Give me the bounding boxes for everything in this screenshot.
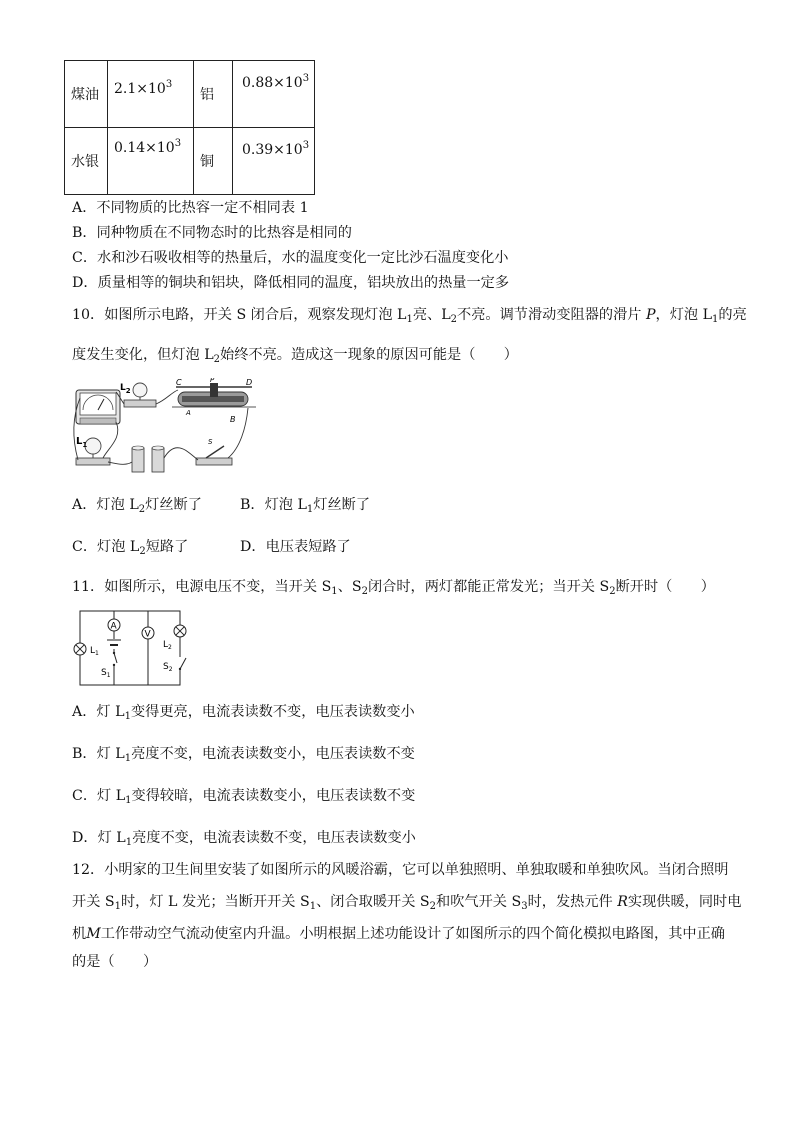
figure-label: A [110, 621, 117, 632]
figure-label: $L_1$ [76, 436, 88, 449]
figure-label: B [230, 415, 236, 424]
table-row [65, 128, 315, 195]
table-cell: $0.14\times 10^3$ [108, 128, 194, 195]
q10-option-d[interactable]: D．电压表短路了 [240, 539, 351, 555]
table-cell: $0.39\times 10^3$ [233, 128, 315, 195]
figure-label: $L_1$ [90, 646, 99, 657]
q11-option-a[interactable]: A．灯 $L_1$变得更亮，电流表读数不变，电压表读数变小 [72, 704, 415, 722]
table-cell: $2.1\times 10^3$ [108, 61, 194, 128]
q9-option-d[interactable]: D．质量相等的铜块和铝块，降低相同的温度，铝块放出的热量一定多 [72, 275, 510, 291]
q12-stem-line2: 开关 $S_1$时，灯 L 发光；当断开开关 $S_1$、闭合取暖开关 $S_2$和吹气开关 $S_3$时，发热元件 R实现供暖，同时电 [72, 894, 742, 912]
figure-label: $S_2$ [163, 662, 173, 673]
table-cell: 煤油 [65, 61, 108, 128]
q12-stem-line1: 12．小明家的卫生间里安装了如图所示的风暖浴霸，它可以单独照明、单独取暖和单独吹风。当闭合照明 [72, 862, 729, 878]
q10-option-a[interactable]: A．灯泡 $L_2$灯丝断了 [72, 497, 202, 515]
table-row [65, 61, 315, 128]
figure-label: V [144, 629, 151, 640]
q9-option-a[interactable]: A．不同物质的比热容一定不相同表 1 [72, 200, 309, 216]
figure-label: P [210, 378, 215, 384]
table-cell: $0.88\times 10^3$ [233, 61, 315, 128]
q10-circuit-figure [68, 378, 300, 474]
q11-option-c[interactable]: C．灯 $L_1$变得较暗，电流表读数变小，电压表读数不变 [72, 788, 416, 806]
q12-stem-line4: 的是（ ） [72, 954, 158, 970]
table-cell: 水银 [65, 128, 108, 195]
q10-stem-line1: 10．如图所示电路，开关 S 闭合后，观察发现灯泡 $L_1$亮、$L_2$不亮。调节滑动变阻器的滑片 P，灯泡 $L_1$的亮 [72, 307, 747, 325]
q12-stem-line3: 机M工作带动空气流动使室内升温。小明根据上述功能设计了如图所示的四个简化模拟电路图，其中正确 [72, 926, 725, 942]
q11-circuit-figure [70, 605, 192, 689]
figure-label: $L_2$ [120, 383, 131, 395]
table-cell: 铝 [194, 61, 233, 128]
figure-label: A [186, 409, 191, 417]
figure-label: $S_1$ [101, 668, 111, 679]
figure-label: D [246, 378, 253, 387]
figure-label: C [176, 378, 182, 387]
figure-label: $L_2$ [163, 640, 172, 651]
q10-option-b[interactable]: B．灯泡 $L_1$灯丝断了 [240, 497, 371, 515]
table-cell: 铜 [194, 128, 233, 195]
q11-stem: 11．如图所示，电源电压不变，当开关 $S_1$、$S_2$闭合时，两灯都能正常发光；当开关 $S_2$断开时（ ） [72, 579, 715, 597]
specific-heat-table [64, 60, 315, 195]
q11-option-d[interactable]: D．灯 $L_1$亮度不变，电流表读数不变，电压表读数变小 [72, 830, 416, 848]
q10-option-c[interactable]: C．灯泡 $L_2$短路了 [72, 539, 189, 557]
q9-option-c[interactable]: C．水和沙石吸收相等的热量后，水的温度变化一定比沙石温度变化小 [72, 250, 509, 266]
q11-option-b[interactable]: B．灯 $L_1$亮度不变，电流表读数变小，电压表读数不变 [72, 746, 415, 764]
figure-label: S [208, 438, 213, 446]
q9-option-b[interactable]: B．同种物质在不同物态时的比热容是相同的 [72, 225, 352, 241]
q10-stem-line2: 度发生变化，但灯泡 $L_2$始终不亮。造成这一现象的原因可能是（ ） [72, 347, 518, 365]
